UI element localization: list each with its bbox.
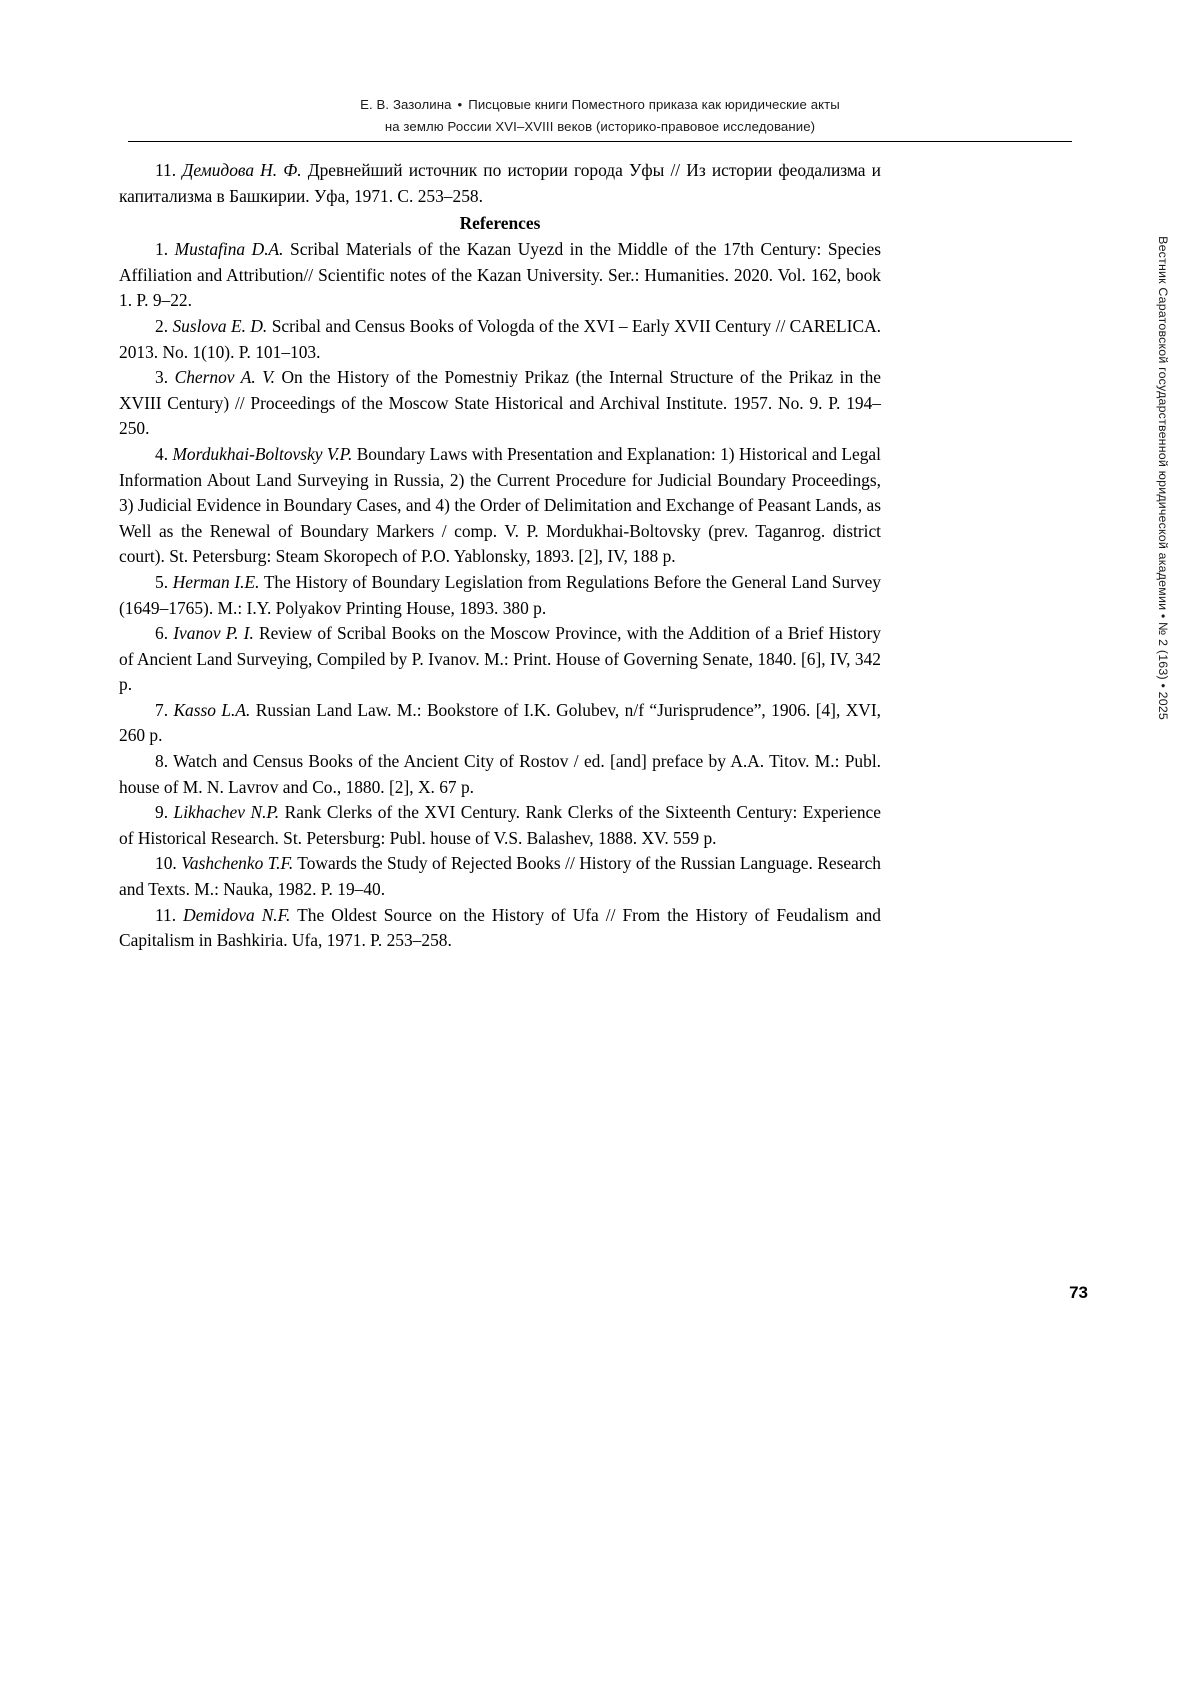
russian-reference-author: Демидова Н. Ф.: [182, 160, 302, 180]
reference-author-2: Suslova E. D.: [172, 315, 268, 336]
reference-item-8: [119, 749, 881, 800]
reference-item-2: [119, 314, 881, 365]
running-head-line-2: на землю России XVI–XVIII веков (историко-правовое исследование): [384, 119, 816, 134]
reference-number-9: 9.: [155, 802, 169, 823]
reference-number-5: 5.: [155, 571, 169, 592]
reference-text-6: Review of Scribal Books on the Moscow Province, with the Addition of a Brief History of Ancient Land Surveying, Compiled by P. Ivanov. M.: Print. House of Governing Senate, 1840. [6], IV, 342 p.: [119, 623, 881, 695]
reference-author-3: Chernov A. V.: [174, 367, 275, 388]
running-head-line-1: [128, 94, 1072, 116]
reference-author-6: Ivanov P. I.: [173, 623, 254, 644]
reference-number-3: 3.: [155, 367, 169, 388]
reference-text-8: Watch and Census Books of the Ancient City of Rostov / ed. [and] preface by A.A. Titov. M.: Publ. house of M. N. Lavrov and Co., 1880. [2], X. 67 p.: [119, 751, 881, 797]
russian-reference-item: [119, 158, 881, 209]
reference-item-7: [119, 698, 881, 749]
reference-author-4: Mordukhai-Boltovsky V.P.: [172, 443, 353, 464]
reference-text-3: On the History of the Pomestniy Prikaz (the Internal Structure of the Prikaz in the XVIII Century) // Proceedings of the Moscow State Historical and Archival Institute. 1957. No. 9. P. 194–250.: [119, 367, 881, 439]
reference-number-11: 11.: [155, 904, 177, 925]
reference-text-9: Rank Clerks of the XVI Century. Rank Clerks of the Sixteenth Century: Experience of Historical Research. St. Petersburg: Publ. house of V.S. Balashev, 1888. XV. 559 p.: [119, 802, 881, 848]
running-head-separator: •: [457, 97, 463, 112]
header-divider: [128, 141, 1072, 142]
running-head-title: Писцовые книги Поместного приказа как юридические акты: [468, 97, 840, 112]
reference-text-10: Towards the Study of Rejected Books // History of the Russian Language. Research and Texts. M.: Nauka, 1982. P. 19–40.: [119, 853, 881, 900]
reference-text-5: The History of Boundary Legislation from Regulations Before the General Land Survey (1649–1765). M.: I.Y. Polyakov Printing House, 1893. 380 p.: [119, 571, 881, 618]
reference-text-7: Russian Land Law. M.: Bookstore of I.K. Golubev, n/f “Jurisprudence”, 1906. [4], XVI, 260 p.: [119, 699, 881, 746]
reference-author-10: Vashchenko T.F.: [181, 853, 294, 874]
reference-author-9: Likhachev N.P.: [173, 802, 280, 823]
page-number: 73: [1069, 1283, 1088, 1302]
reference-text-4: Boundary Laws with Presentation and Explanation: 1) Historical and Legal Information About Land Surveying in Russia, 2) the Current Procedure for Judicial Boundary Proceedings, 3) Judicial Evidence in Boundary Cases, and 4) the Order of Delimitation and Exchange of Peasant Lands, as Well as the Renewal of Boundary Markers / comp. V. P. Mordukhai-Boltovsky (prev. Taganrog. district court). St. Petersburg: Steam Skoropech of P.O. Yablonsky, 1893. [2], IV, 188 p.: [119, 443, 881, 567]
reference-author-1: Mustafina D.A.: [174, 239, 284, 260]
running-head: [128, 94, 1072, 138]
reference-item-6: [119, 621, 881, 698]
reference-number-1: 1.: [155, 239, 169, 260]
reference-item-5: [119, 570, 881, 621]
reference-item-1: [119, 237, 881, 314]
reference-text-1: Scribal Materials of the Kazan Uyezd in the Middle of the 17th Century: Species Affiliation and Attribution// Scientific notes of the Kazan University. Ser.: Humanities. 2020. Vol. 162, book 1. P. 9–22.: [119, 239, 881, 311]
reference-text-2: Scribal and Census Books of Vologda of the XVI – Early XVII Century // CARELICA. 2013. No. 1(10). P. 101–103.: [119, 315, 881, 362]
reference-author-11: Demidova N.F.: [183, 904, 291, 925]
reference-number-6: 6.: [155, 623, 169, 644]
reference-item-11: [119, 903, 881, 954]
reference-item-4: [119, 442, 881, 570]
reference-author-7: Kasso L.A.: [173, 699, 251, 720]
russian-reference-text: Древнейший источник по истории города Уфы // Из истории феодализма и капитализма в Башкирии. Уфа, 1971. С. 253–258.: [119, 160, 881, 206]
reference-number-2: 2.: [155, 315, 169, 336]
journal-side-imprint: Вестник Саратовской государственной юридической академии • № 2 (163) • 2025: [1156, 236, 1170, 720]
reference-item-9: [119, 800, 881, 851]
russian-reference-number: 11.: [155, 160, 177, 180]
reference-item-3: [119, 365, 881, 442]
running-head-author: Е. В. Зазолина: [360, 97, 452, 112]
reference-item-10: [119, 851, 881, 902]
reference-number-7: 7.: [155, 699, 169, 720]
text-column: [119, 158, 881, 954]
reference-author-5: Herman I.E.: [172, 571, 260, 592]
reference-text-11: The Oldest Source on the History of Ufa // From the History of Feudalism and Capitalism in Bashkiria. Ufa, 1971. P. 253–258.: [119, 904, 881, 951]
reference-number-8: 8.: [155, 751, 169, 772]
reference-number-4: 4.: [155, 443, 169, 464]
reference-number-10: 10.: [155, 853, 177, 874]
references-heading: References: [459, 213, 541, 234]
